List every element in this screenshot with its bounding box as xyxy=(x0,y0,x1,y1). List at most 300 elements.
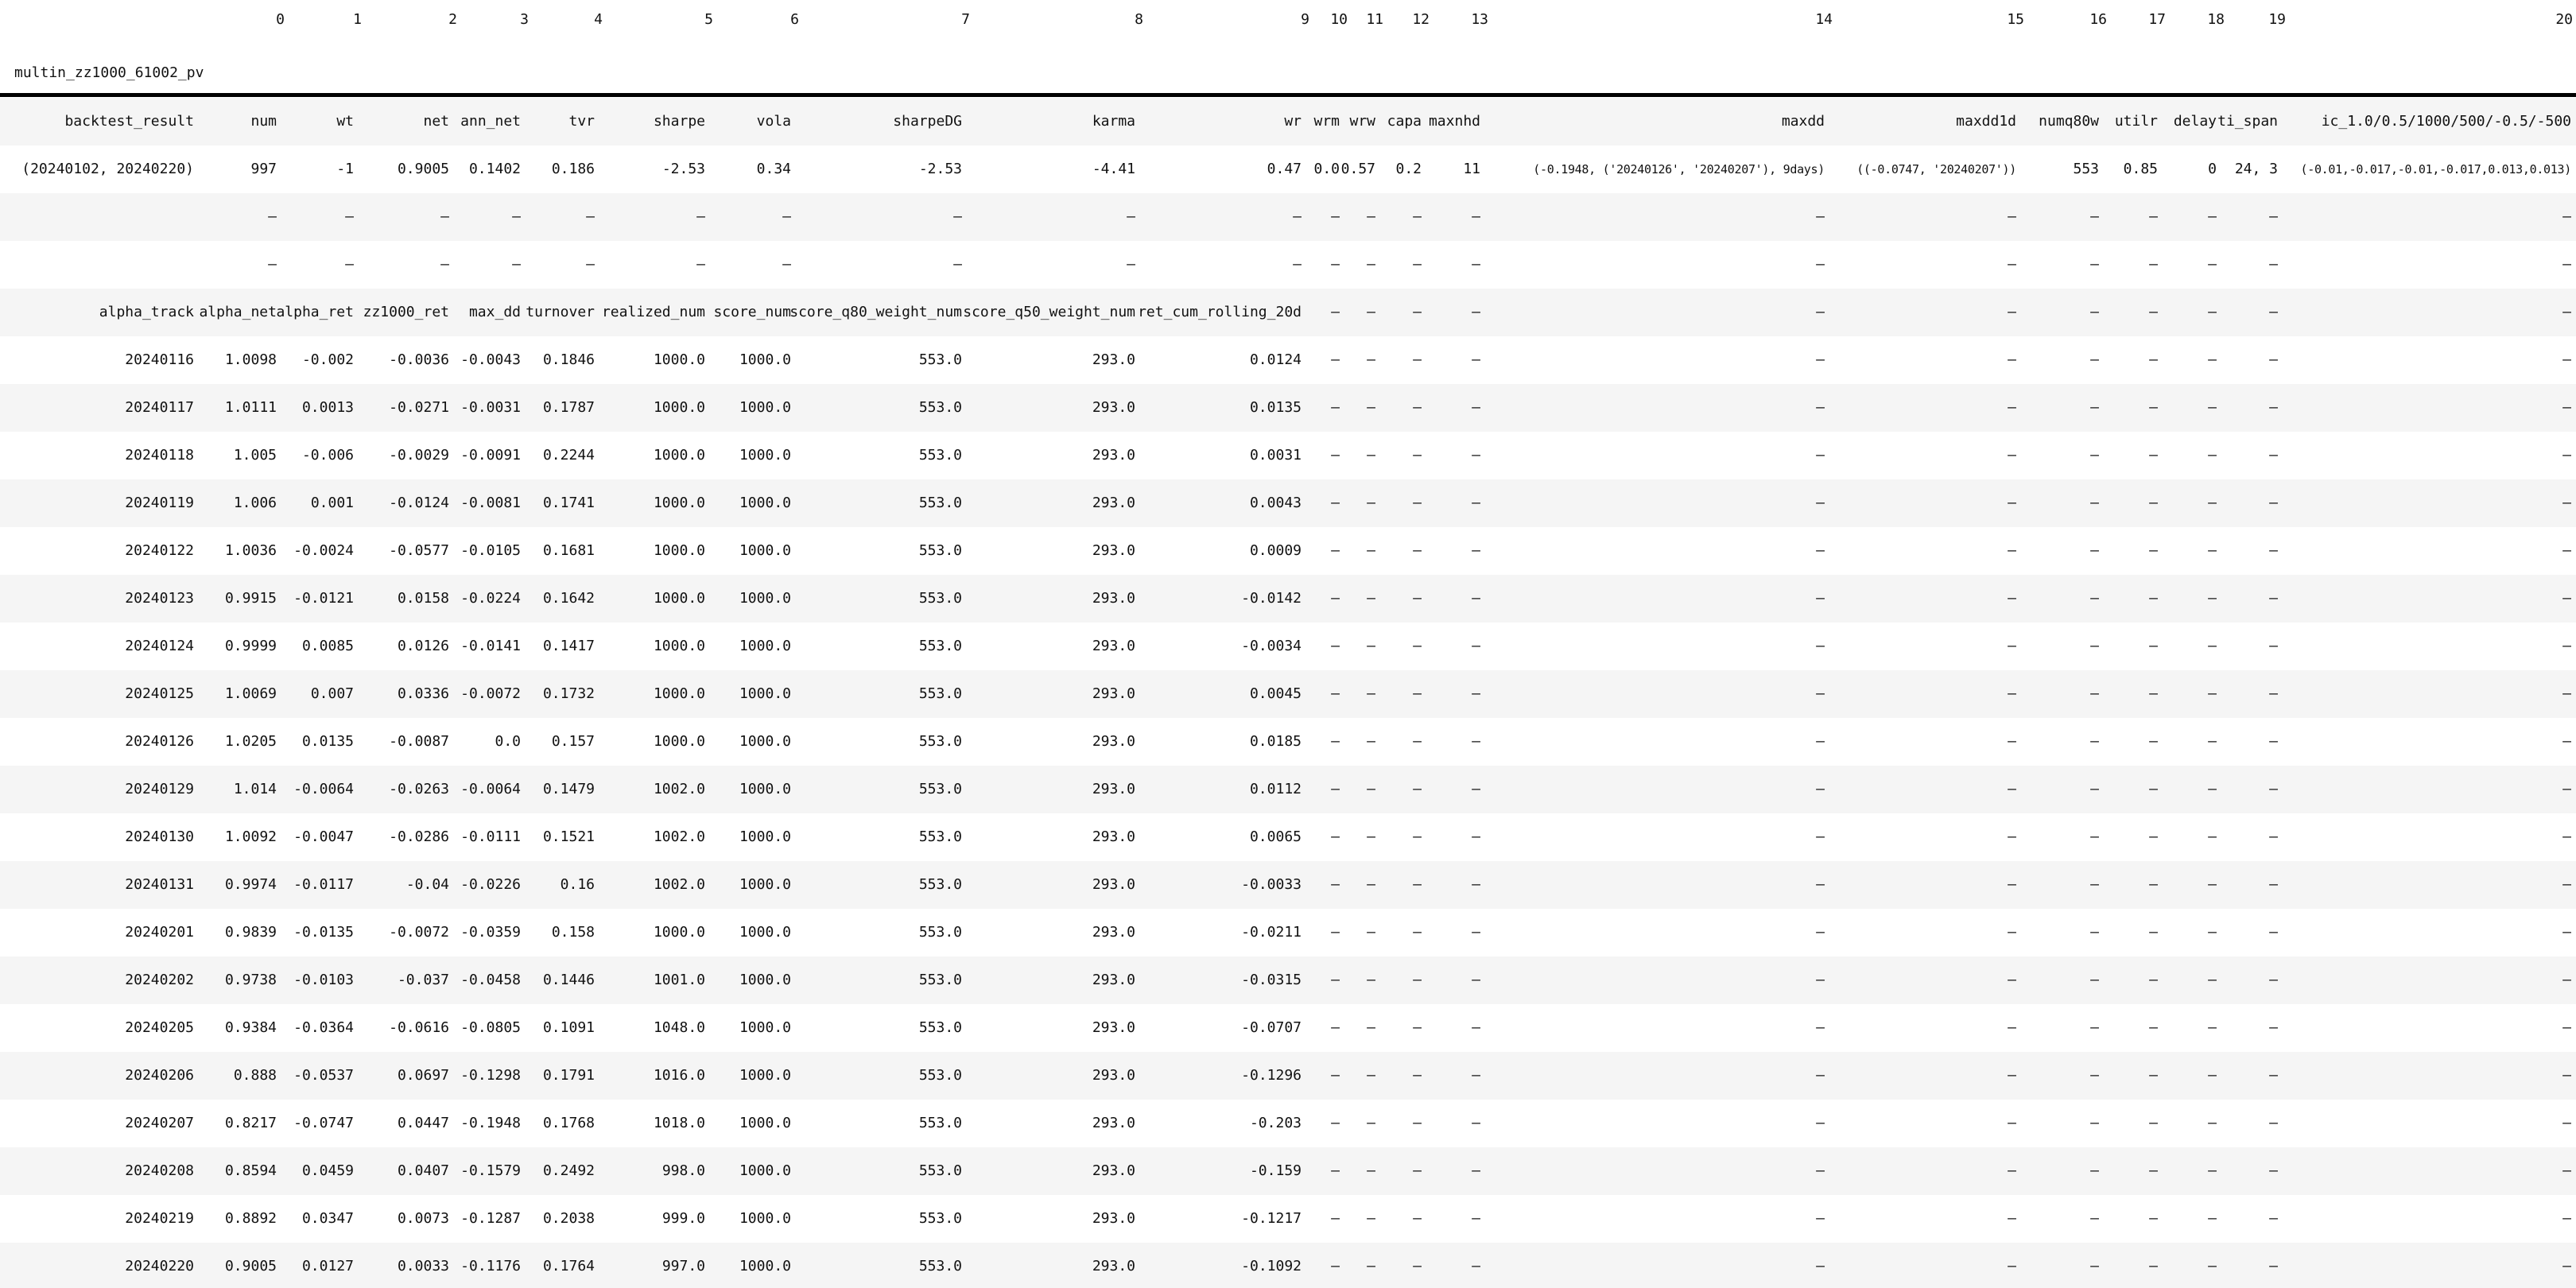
table-cell: 293.0 xyxy=(1092,399,1135,416)
table-cell: — xyxy=(2208,828,2217,845)
row-index-cell: 20240131 xyxy=(125,876,194,893)
table-cell: 0.1091 xyxy=(542,1019,595,1036)
table-cell: — xyxy=(2562,256,2571,273)
column-index-label: 8 xyxy=(1135,11,1143,28)
table-cell: — xyxy=(2090,495,2099,511)
table-cell: 293.0 xyxy=(1092,781,1135,797)
table-cell: maxnhd xyxy=(1428,113,1480,130)
table-cell: 1.0069 xyxy=(224,685,277,702)
table-cell: — xyxy=(1413,1258,1422,1274)
table-cell: — xyxy=(1367,1162,1375,1179)
column-index-label: 4 xyxy=(594,11,603,28)
table-cell: — xyxy=(1331,1162,1340,1179)
table-cell: — xyxy=(2090,447,2099,464)
table-cell: — xyxy=(2208,924,2217,941)
table-cell: 1000.0 xyxy=(739,1067,791,1084)
table-cell: — xyxy=(2208,638,2217,654)
table-cell: ret_cum_rolling_20d xyxy=(1138,304,1302,320)
table-cell: — xyxy=(1367,1115,1375,1131)
table-cell: — xyxy=(512,208,521,225)
table-cell: — xyxy=(2208,1067,2217,1084)
table-cell: 0.0158 xyxy=(397,590,449,607)
table-cell: — xyxy=(1413,590,1422,607)
column-index-label: 6 xyxy=(790,11,799,28)
table-cell: score_q80_weight_num xyxy=(789,304,962,320)
table-cell: 293.0 xyxy=(1092,1258,1135,1274)
table-row xyxy=(0,1243,2576,1288)
table-cell: — xyxy=(1127,208,1135,225)
table-cell: utilr xyxy=(2114,113,2158,130)
table-cell: 0.1402 xyxy=(468,161,521,177)
table-cell: -0.0141 xyxy=(460,638,521,654)
table-cell: 553.0 xyxy=(918,590,962,607)
table-cell: 1002.0 xyxy=(653,876,705,893)
table-cell: — xyxy=(2090,351,2099,368)
table-cell: — xyxy=(2208,256,2217,273)
table-cell: — xyxy=(2149,304,2158,320)
table-cell: — xyxy=(1413,876,1422,893)
table-cell: — xyxy=(2149,351,2158,368)
table-cell: — xyxy=(1816,1210,1825,1227)
table-cell: 553.0 xyxy=(918,638,962,654)
table-cell: — xyxy=(1331,495,1340,511)
table-cell: 293.0 xyxy=(1092,828,1135,845)
table-cell: 293.0 xyxy=(1092,447,1135,464)
table-cell: 553.0 xyxy=(918,972,962,988)
table-cell: 293.0 xyxy=(1092,876,1135,893)
table-cell: -0.0537 xyxy=(293,1067,354,1084)
table-cell: net xyxy=(423,113,449,130)
table-cell: 0.9384 xyxy=(224,1019,277,1036)
table-cell: — xyxy=(1472,1019,1480,1036)
table-cell: 0.888 xyxy=(233,1067,277,1084)
table-cell: — xyxy=(1413,304,1422,320)
table-cell: — xyxy=(2269,1162,2278,1179)
table-cell: 0.0073 xyxy=(397,1210,449,1227)
table-cell: 24, 3 xyxy=(2234,161,2278,177)
table-cell: — xyxy=(2008,733,2016,750)
table-cell: — xyxy=(1413,208,1422,225)
column-index-label: 15 xyxy=(2007,11,2024,28)
table-cell: — xyxy=(2562,1210,2571,1227)
table-cell: 1000.0 xyxy=(653,924,705,941)
table-cell: -0.0117 xyxy=(293,876,354,893)
table-cell: 0.157 xyxy=(551,733,595,750)
table-cell: sharpeDG xyxy=(893,113,962,130)
table-cell: — xyxy=(1367,304,1375,320)
table-row xyxy=(0,1195,2576,1243)
table-cell: 553.0 xyxy=(918,1258,962,1274)
table-cell: — xyxy=(1472,685,1480,702)
table-cell: — xyxy=(1331,1115,1340,1131)
table-cell: — xyxy=(2269,256,2278,273)
table-cell: 0.1732 xyxy=(542,685,595,702)
table-cell: 553.0 xyxy=(918,876,962,893)
table-cell: -0.1298 xyxy=(460,1067,521,1084)
table-cell: -0.0064 xyxy=(460,781,521,797)
table-cell: 1000.0 xyxy=(653,351,705,368)
table-cell: -0.0135 xyxy=(293,924,354,941)
table-cell: alpha_ret xyxy=(276,304,354,320)
table-cell: 0.158 xyxy=(551,924,595,941)
table-cell: — xyxy=(1472,304,1480,320)
column-index-label: 9 xyxy=(1301,11,1309,28)
table-cell: 0.0085 xyxy=(301,638,354,654)
table-cell: 1000.0 xyxy=(739,351,791,368)
table-cell: 997 xyxy=(250,161,277,177)
table-cell: — xyxy=(2208,972,2217,988)
table-cell: — xyxy=(1367,876,1375,893)
table-cell: 293.0 xyxy=(1092,685,1135,702)
table-cell: — xyxy=(2149,972,2158,988)
table-row xyxy=(0,766,2576,813)
table-cell: — xyxy=(2008,447,2016,464)
table-cell: — xyxy=(268,256,277,273)
table-row xyxy=(0,432,2576,479)
table-cell: — xyxy=(1472,208,1480,225)
table-cell: 0.0135 xyxy=(1249,399,1302,416)
table-cell: — xyxy=(1816,876,1825,893)
table-row xyxy=(0,289,2576,336)
table-cell: 0.2244 xyxy=(542,447,595,464)
table-cell: 553.0 xyxy=(918,781,962,797)
table-cell: — xyxy=(1413,351,1422,368)
table-cell: — xyxy=(2008,685,2016,702)
table-cell: 1.0205 xyxy=(224,733,277,750)
table-cell: — xyxy=(2208,733,2217,750)
table-cell: — xyxy=(2008,208,2016,225)
table-cell: — xyxy=(2208,1115,2217,1131)
table-cell: 0.1479 xyxy=(542,781,595,797)
table-cell: — xyxy=(1816,447,1825,464)
table-cell: — xyxy=(1367,733,1375,750)
table-cell: 1000.0 xyxy=(739,685,791,702)
table-cell: 1000.0 xyxy=(739,1162,791,1179)
table-cell: — xyxy=(1472,1258,1480,1274)
table-cell: — xyxy=(1472,447,1480,464)
table-cell: -0.0224 xyxy=(460,590,521,607)
table-cell: -0.0707 xyxy=(1241,1019,1302,1036)
table-row xyxy=(0,527,2576,575)
table-cell: 1.0036 xyxy=(224,542,277,559)
table-row xyxy=(0,1100,2576,1147)
table-row xyxy=(0,384,2576,432)
table-cell: -0.0043 xyxy=(460,351,521,368)
table-cell: — xyxy=(2269,1258,2278,1274)
table-cell: 293.0 xyxy=(1092,590,1135,607)
table-cell: — xyxy=(1293,256,1302,273)
table-cell: — xyxy=(2562,685,2571,702)
table-cell: — xyxy=(1367,590,1375,607)
table-cell: — xyxy=(2208,685,2217,702)
table-cell: — xyxy=(1816,1019,1825,1036)
table-cell: — xyxy=(1472,781,1480,797)
table-cell: — xyxy=(2208,447,2217,464)
table-cell: — xyxy=(2090,304,2099,320)
table-row xyxy=(0,336,2576,384)
table-cell: — xyxy=(1367,1067,1375,1084)
row-index-cell: 20240125 xyxy=(125,685,194,702)
table-cell: — xyxy=(1413,972,1422,988)
table-cell: ((-0.0747, '20240207')) xyxy=(1856,162,2016,177)
table-cell: — xyxy=(1331,1019,1340,1036)
table-cell: — xyxy=(2149,828,2158,845)
table-cell: — xyxy=(2208,351,2217,368)
table-cell: 1.0098 xyxy=(224,351,277,368)
table-cell: — xyxy=(1413,1210,1422,1227)
table-cell: 0.47 xyxy=(1267,161,1302,177)
row-index-cell: 20240117 xyxy=(125,399,194,416)
table-cell: -0.0315 xyxy=(1241,972,1302,988)
table-cell: — xyxy=(1367,399,1375,416)
table-cell: — xyxy=(1816,351,1825,368)
table-cell: -0.0226 xyxy=(460,876,521,893)
table-cell: — xyxy=(1816,495,1825,511)
table-cell: -0.1296 xyxy=(1241,1067,1302,1084)
table-cell: — xyxy=(2090,781,2099,797)
table-cell: 553.0 xyxy=(918,1210,962,1227)
table-cell: — xyxy=(1331,590,1340,607)
table-cell: — xyxy=(2562,733,2571,750)
table-cell: 0.9738 xyxy=(224,972,277,988)
table-cell: 0.0043 xyxy=(1249,495,1302,511)
table-cell: — xyxy=(2269,972,2278,988)
table-cell: — xyxy=(1367,208,1375,225)
row-index-cell: 20240116 xyxy=(125,351,194,368)
table-cell: 1000.0 xyxy=(739,1019,791,1036)
row-index-cell: 20240123 xyxy=(125,590,194,607)
table-cell: — xyxy=(1331,828,1340,845)
column-index-label: 10 xyxy=(1330,11,1348,28)
table-cell: 0.1417 xyxy=(542,638,595,654)
table-cell: — xyxy=(345,256,354,273)
table-cell: — xyxy=(2208,781,2217,797)
table-cell: 293.0 xyxy=(1092,495,1135,511)
table-cell: — xyxy=(2562,1258,2571,1274)
table-cell: -0.0271 xyxy=(389,399,449,416)
table-cell: 0.1521 xyxy=(542,828,595,845)
table-cell: 0.1681 xyxy=(542,542,595,559)
table-cell: 0.34 xyxy=(756,161,791,177)
table-cell: 1000.0 xyxy=(653,685,705,702)
table-cell: 1000.0 xyxy=(739,1210,791,1227)
table-cell: 0.0459 xyxy=(301,1162,354,1179)
table-cell: — xyxy=(2008,924,2016,941)
table-cell: — xyxy=(2149,638,2158,654)
table-cell: score_num xyxy=(713,304,791,320)
table-cell: wrm xyxy=(1313,113,1340,130)
table-cell: — xyxy=(2269,924,2278,941)
table-row xyxy=(0,479,2576,527)
table-cell: — xyxy=(696,208,705,225)
table-cell: — xyxy=(2208,542,2217,559)
table-row xyxy=(0,670,2576,718)
table-cell: — xyxy=(1816,542,1825,559)
table-cell: — xyxy=(2208,208,2217,225)
table-cell: -0.0142 xyxy=(1241,590,1302,607)
table-cell: — xyxy=(2208,1210,2217,1227)
table-cell: — xyxy=(1472,351,1480,368)
page-title: multin_zz1000_61002_pv xyxy=(14,64,204,81)
table-cell: — xyxy=(1816,1115,1825,1131)
table-cell: — xyxy=(2149,1115,2158,1131)
table-cell: — xyxy=(2149,781,2158,797)
table-cell: 0.0045 xyxy=(1249,685,1302,702)
table-cell: 0.0127 xyxy=(301,1258,354,1274)
column-index-label: 12 xyxy=(1412,11,1430,28)
row-index-cell: 20240118 xyxy=(125,447,194,464)
table-cell: 293.0 xyxy=(1092,1115,1135,1131)
table-cell: — xyxy=(1293,208,1302,225)
table-cell: — xyxy=(2149,399,2158,416)
row-index-cell: 20240220 xyxy=(125,1258,194,1274)
table-cell: — xyxy=(2149,1258,2158,1274)
row-index-cell: 20240207 xyxy=(125,1115,194,1131)
table-cell: 0.1768 xyxy=(542,1115,595,1131)
table-cell: — xyxy=(1331,351,1340,368)
table-cell: 1002.0 xyxy=(653,828,705,845)
table-cell: — xyxy=(2090,542,2099,559)
table-cell: 0.001 xyxy=(310,495,354,511)
table-cell: max_dd xyxy=(468,304,521,320)
table-cell: -0.037 xyxy=(397,972,449,988)
row-index-cell: alpha_track xyxy=(99,304,194,320)
table-cell: wrw xyxy=(1349,113,1375,130)
table-cell: score_q50_weight_num xyxy=(963,304,1135,320)
table-cell: — xyxy=(1331,1067,1340,1084)
table-cell: 1000.0 xyxy=(739,399,791,416)
table-cell: -0.0064 xyxy=(293,781,354,797)
table-cell: maxdd xyxy=(1781,113,1825,130)
table-cell: — xyxy=(1472,1162,1480,1179)
table-cell: — xyxy=(2269,1019,2278,1036)
table-cell: — xyxy=(1472,876,1480,893)
table-cell: -0.0364 xyxy=(293,1019,354,1036)
table-cell: 553.0 xyxy=(918,685,962,702)
table-cell: — xyxy=(1413,733,1422,750)
table-cell: 1000.0 xyxy=(739,733,791,750)
table-cell: — xyxy=(2269,685,2278,702)
table-cell: — xyxy=(2090,972,2099,988)
table-cell: — xyxy=(2269,638,2278,654)
table-cell: 1.014 xyxy=(233,781,277,797)
table-cell: 1000.0 xyxy=(653,447,705,464)
table-cell: -0.0263 xyxy=(389,781,449,797)
column-index-label: 5 xyxy=(704,11,713,28)
table-cell: 1000.0 xyxy=(739,1115,791,1131)
column-index-label: 19 xyxy=(2268,11,2286,28)
table-cell: (-0.1948, ('20240126', '20240207'), 9days) xyxy=(1533,162,1825,177)
table-cell: — xyxy=(1472,495,1480,511)
table-cell: — xyxy=(1472,1210,1480,1227)
table-cell: — xyxy=(1331,1210,1340,1227)
table-cell: 0.2038 xyxy=(542,1210,595,1227)
table-cell: 1048.0 xyxy=(653,1019,705,1036)
table-cell: — xyxy=(1413,399,1422,416)
table-cell: — xyxy=(2149,1210,2158,1227)
table-cell: 1.0092 xyxy=(224,828,277,845)
table-cell: — xyxy=(2562,828,2571,845)
table-cell: 553.0 xyxy=(918,399,962,416)
table-cell: 0.9974 xyxy=(224,876,277,893)
table-cell: 1000.0 xyxy=(739,495,791,511)
table-cell: wr xyxy=(1284,113,1302,130)
column-index-label: 13 xyxy=(1471,11,1488,28)
table-cell: — xyxy=(1367,685,1375,702)
row-index-cell: 20240219 xyxy=(125,1210,194,1227)
table-cell: -0.0029 xyxy=(389,447,449,464)
row-index-cell: 20240208 xyxy=(125,1162,194,1179)
table-cell: — xyxy=(1816,1162,1825,1179)
table-cell: 0.0033 xyxy=(397,1258,449,1274)
table-cell: 0.0407 xyxy=(397,1162,449,1179)
table-cell: -0.1948 xyxy=(460,1115,521,1131)
table-cell: 0.0697 xyxy=(397,1067,449,1084)
table-cell: — xyxy=(1367,256,1375,273)
table-cell: — xyxy=(1367,542,1375,559)
table-cell: — xyxy=(2149,1162,2158,1179)
table-cell: 0.0013 xyxy=(301,399,354,416)
table-cell: 1000.0 xyxy=(739,590,791,607)
table-cell: vola xyxy=(756,113,791,130)
table-cell: — xyxy=(2269,1210,2278,1227)
table-cell: -0.0081 xyxy=(460,495,521,511)
row-index-cell: 20240130 xyxy=(125,828,194,845)
table-cell: -0.0103 xyxy=(293,972,354,988)
table-row xyxy=(0,813,2576,861)
table-cell: 11 xyxy=(1463,161,1480,177)
table-cell: 0.8594 xyxy=(224,1162,277,1179)
table-cell: — xyxy=(1331,542,1340,559)
table-cell: -0.203 xyxy=(1249,1115,1302,1131)
table-cell: — xyxy=(1331,208,1340,225)
table-cell: 0.9005 xyxy=(224,1258,277,1274)
table-cell: 553.0 xyxy=(918,447,962,464)
table-cell: — xyxy=(1413,1162,1422,1179)
table-cell: -0.0087 xyxy=(389,733,449,750)
table-cell: — xyxy=(1472,972,1480,988)
table-cell: — xyxy=(1472,1067,1480,1084)
table-cell: 0.9005 xyxy=(397,161,449,177)
table-cell: — xyxy=(2208,399,2217,416)
table-cell: 553.0 xyxy=(918,1067,962,1084)
column-index-label: 2 xyxy=(448,11,457,28)
table-cell: — xyxy=(586,256,595,273)
table-cell: -0.0036 xyxy=(389,351,449,368)
table-cell: — xyxy=(2208,1162,2217,1179)
table-cell: -0.04 xyxy=(405,876,449,893)
table-cell: — xyxy=(2090,208,2099,225)
table-cell: — xyxy=(2269,828,2278,845)
table-cell: — xyxy=(2269,542,2278,559)
table-cell: 293.0 xyxy=(1092,972,1135,988)
table-cell: 553.0 xyxy=(918,351,962,368)
column-index-label: 1 xyxy=(353,11,362,28)
table-cell: — xyxy=(1331,924,1340,941)
table-cell: — xyxy=(2008,1210,2016,1227)
table-cell: — xyxy=(2562,304,2571,320)
table-cell: 0.2 xyxy=(1395,161,1422,177)
table-cell: — xyxy=(2149,876,2158,893)
table-cell: — xyxy=(1816,399,1825,416)
table-row xyxy=(0,861,2576,909)
table-cell: — xyxy=(1331,399,1340,416)
table-cell: 999.0 xyxy=(661,1210,705,1227)
table-cell: -0.0458 xyxy=(460,972,521,988)
table-cell: -2.53 xyxy=(661,161,705,177)
table-cell: — xyxy=(1816,733,1825,750)
table-cell: — xyxy=(1367,1019,1375,1036)
